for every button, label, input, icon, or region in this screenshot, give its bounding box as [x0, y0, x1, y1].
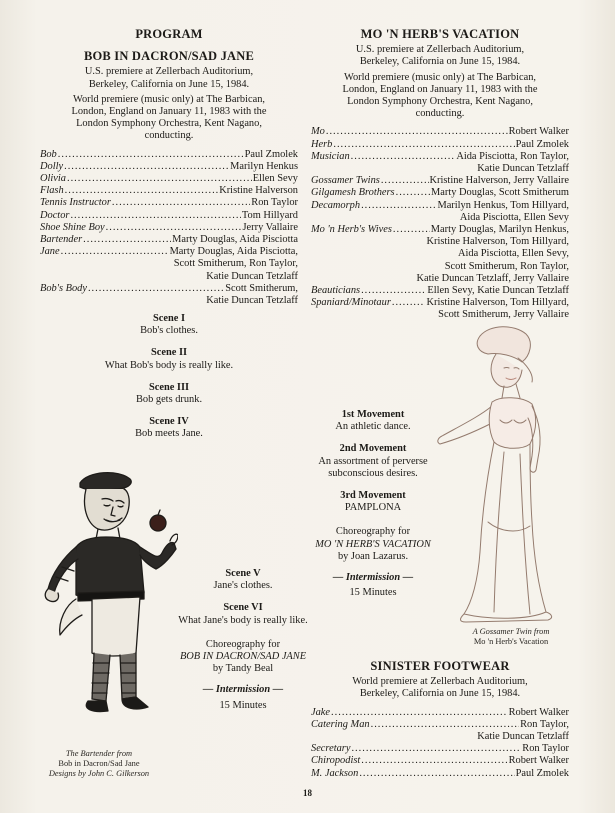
cast-row	[311, 719, 569, 743]
cast-actor: Marty Douglas, Aida Pisciotta	[172, 234, 298, 246]
cast-actor: Kristine Halverson	[219, 185, 298, 197]
leader-dots	[361, 285, 426, 297]
bob-world-premiere: World premiere (music only) at The Barbican, London, England on January 11, 1983 with the London Symphony Orchestra, Kent Nagano, conducting.	[71, 93, 267, 142]
cast-actor: Marty Douglas, Scott Smitherum	[431, 187, 569, 199]
cast-actor: Katie Duncan Tetzlaff	[206, 270, 298, 282]
cast-actor: Ellen Sevy	[252, 173, 298, 185]
leader-dots	[58, 149, 244, 161]
cast-role: Gilgamesh Brothers	[311, 187, 395, 199]
bartender-illustration	[36, 465, 178, 743]
cast-row	[40, 185, 298, 197]
cast-row	[40, 149, 298, 161]
cast-row	[311, 297, 569, 321]
scene-description: Bob's clothes.	[140, 325, 198, 337]
movement-description: PAMPLONA	[344, 502, 402, 514]
cast-actor: Marty Douglas, Marilyn Henkus,	[430, 224, 569, 236]
bob-intermission: — Intermission —	[202, 684, 284, 696]
leader-dots	[351, 743, 521, 755]
cast-actor: Katie Duncan Tetzlaff	[477, 163, 569, 175]
cast-actor: Aida Pisciotta, Ellen Sevy,	[457, 248, 569, 260]
scene-heading: Scene IV	[149, 416, 189, 428]
cast-role: Catering Man	[311, 718, 370, 730]
gossamer-twin-illustration	[430, 322, 582, 624]
cast-role: Jane	[40, 246, 60, 258]
leader-dots	[381, 175, 429, 187]
leader-dots	[70, 210, 240, 222]
leader-dots	[331, 707, 508, 719]
leader-dots	[64, 161, 229, 173]
cast-actor: Katie Duncan Tetzlaff	[206, 295, 298, 307]
cast-actor: Robert Walker	[508, 755, 569, 767]
bartender-caption-line3: Designs by John C. Gilkerson	[48, 769, 150, 778]
leader-dots	[393, 224, 430, 236]
cast-actor: Ron Taylor	[522, 743, 569, 755]
right-column	[311, 22, 569, 322]
cast-row	[311, 224, 569, 285]
scene-description: Jane's clothes.	[213, 580, 273, 592]
leader-dots	[106, 222, 242, 234]
cast-actor: Kristine Halverson, Jerry Vallaire	[429, 175, 569, 187]
scene-heading: Scene VI	[223, 602, 263, 614]
cast-actor: Aida Pisciotta, Ron Taylor,	[456, 150, 569, 162]
cast-actor: Paul Zmolek	[515, 767, 569, 779]
movement-description: An athletic dance.	[335, 421, 411, 433]
cast-role: Mo 'n Herb's Wives	[311, 224, 392, 236]
cast-role: Spaniard/Minotaur	[311, 297, 391, 309]
leader-dots	[333, 139, 514, 151]
bartender-caption-line1: The Bartender from	[65, 749, 133, 758]
bob-scenes-top	[40, 313, 298, 441]
cast-role: Olivia	[40, 173, 66, 185]
scene-heading: Scene II	[150, 347, 188, 359]
scene-description: What Bob's body is really like.	[104, 359, 234, 371]
cast-row	[40, 173, 298, 185]
leader-dots	[112, 197, 250, 209]
footwear-title: SINISTER FOOTWEAR	[370, 659, 510, 673]
scene-heading: Scene I	[152, 313, 186, 324]
scene-description: What Jane's body is really like.	[178, 614, 308, 626]
scene-heading: Scene III	[148, 381, 190, 393]
leader-dots	[351, 151, 456, 163]
cast-actor: Katie Duncan Tetzlaff	[477, 731, 569, 743]
cast-row	[311, 139, 569, 151]
cast-role: Tennis Instructor	[40, 197, 111, 209]
bartender-caption	[40, 749, 158, 779]
mo-herb-intermission-time: 15 Minutes	[349, 587, 397, 599]
cast-role: Dolly	[40, 160, 64, 172]
cast-actor: Marilyn Henkus, Tom Hillyard,	[437, 199, 569, 211]
cast-role: Chiropodist	[311, 755, 361, 767]
cast-row	[40, 161, 298, 173]
cast-row	[311, 743, 569, 755]
leader-dots	[361, 755, 507, 767]
cast-actor: Scott Smitherum, Ron Taylor,	[173, 258, 298, 270]
mo-herb-us-premiere: U.S. premiere at Zellerbach Auditorium, Berkeley, California on June 15, 1984.	[355, 44, 525, 68]
bob-choreo-title: BOB IN DACRON/SAD JANE	[179, 651, 307, 663]
leader-dots	[371, 719, 520, 731]
bob-choreo-by: by Tandy Beal	[212, 663, 274, 675]
scene-heading: Scene V	[225, 568, 261, 579]
leader-dots	[359, 768, 514, 780]
cast-role: Bartender	[40, 234, 83, 246]
cast-row	[311, 187, 569, 199]
cast-role: Shoe Shine Boy	[40, 221, 105, 233]
cast-row	[40, 210, 298, 222]
cast-role: Bob	[40, 148, 57, 160]
leader-dots	[61, 246, 169, 258]
cast-role: Doctor	[40, 209, 70, 221]
cast-row	[40, 283, 298, 307]
leader-dots	[326, 126, 508, 138]
leader-dots	[361, 200, 436, 212]
cast-actor: Jerry Vallaire	[242, 221, 298, 233]
cast-actor: Marilyn Henkus	[230, 160, 298, 172]
bob-title: BOB IN DACRON/SAD JANE	[83, 49, 255, 64]
cast-actor: Ellen Sevy, Katie Duncan Tetzlaff	[427, 285, 569, 297]
mo-herb-cast-list	[311, 126, 569, 321]
bob-cast-list	[40, 149, 298, 308]
cast-role: M. Jackson	[311, 767, 359, 779]
cast-actor: Ron Taylor,	[520, 718, 569, 730]
leader-dots	[83, 234, 171, 246]
leader-dots	[392, 297, 426, 309]
gossamer-caption	[448, 627, 574, 647]
mo-herb-intermission: — Intermission —	[332, 572, 414, 584]
footwear-cast-list	[311, 707, 569, 780]
cast-actor: Paul Zmolek	[515, 138, 569, 150]
cast-actor: Scott Smitherum, Ron Taylor,	[444, 260, 569, 272]
cast-actor: Scott Smitherum, Jerry Vallaire	[438, 309, 569, 321]
cast-role: Secretary	[311, 743, 351, 755]
cast-role: Gossamer Twins	[311, 175, 380, 187]
cast-role: Jake	[311, 706, 331, 718]
cast-actor: Scott Smitherum,	[225, 282, 298, 294]
cast-actor: Robert Walker	[508, 126, 569, 138]
leader-dots	[67, 173, 252, 185]
cast-actor: Robert Walker	[508, 706, 569, 718]
leader-dots	[65, 185, 219, 197]
cast-role: Herb	[311, 138, 333, 150]
movement-heading: 3rd Movement	[340, 490, 406, 502]
cast-row	[311, 126, 569, 138]
footwear-section	[311, 660, 569, 780]
page-number: 18	[303, 788, 312, 798]
cast-row	[40, 234, 298, 246]
program-heading: PROGRAM	[135, 27, 203, 41]
cast-actor: Kristine Halverson, Tom Hillyard,	[426, 297, 569, 309]
cast-row	[311, 200, 569, 224]
scene-description: Bob gets drunk.	[135, 394, 203, 406]
movement-heading: 1st Movement	[341, 409, 405, 420]
cast-row	[311, 768, 569, 780]
bartender-caption-line2: Bob in Dacron/Sad Jane	[58, 759, 140, 768]
cast-role: Musician	[311, 150, 350, 162]
cast-actor: Katie Duncan Tetzlaff, Jerry Vallaire	[416, 272, 569, 284]
cast-actor: Kristine Halverson, Tom Hillyard,	[426, 236, 569, 248]
cast-row	[311, 755, 569, 767]
cast-role: Flash	[40, 185, 64, 197]
gossamer-caption-line2: Mo 'n Herb's Vacation	[473, 637, 549, 646]
leader-dots	[396, 187, 430, 199]
movement-description: An assortment of perverse subconscious desires.	[318, 455, 428, 479]
cast-row	[311, 285, 569, 297]
leader-dots	[88, 283, 224, 295]
bob-intermission-time: 15 Minutes	[219, 699, 267, 711]
footwear-premiere: World premiere at Zellerbach Auditorium, Berkeley, California on June 15, 1984.	[352, 676, 528, 700]
cast-actor: Paul Zmolek	[244, 148, 298, 160]
movement-heading: 2nd Movement	[339, 443, 407, 455]
cast-role: Bob's Body	[40, 282, 87, 294]
mo-herb-world-premiere: World premiere (music only) at The Barbican, London, England on January 11, 1983 with the London Symphony Orchestra, Kent Nagano, conducting.	[342, 71, 538, 120]
mo-herb-choreo-by: by Joan Lazarus.	[337, 550, 409, 562]
mo-herb-choreo-title: MO 'N HERB'S VACATION	[315, 538, 431, 550]
cast-row	[40, 222, 298, 234]
cast-role: Mo	[311, 126, 325, 138]
cast-row	[311, 151, 569, 175]
scene-description: Bob meets Jane.	[135, 428, 203, 440]
mo-herb-title: MO 'N HERB'S VACATION	[360, 27, 520, 41]
cast-row	[40, 197, 298, 209]
cast-role: Beauticians	[311, 285, 361, 297]
bob-us-premiere: U.S. premiere at Zellerbach Auditorium, Berkeley, California on June 15, 1984.	[84, 66, 254, 90]
mo-herb-movements	[300, 409, 446, 599]
mo-herb-choreo-label: Choreography for	[335, 526, 411, 538]
cast-row	[40, 246, 298, 283]
bob-choreo-label: Choreography for	[205, 638, 281, 650]
cast-row	[311, 707, 569, 719]
cast-row	[311, 175, 569, 187]
left-column	[40, 22, 298, 307]
cast-actor: Aida Pisciotta, Ellen Sevy	[459, 211, 569, 223]
cast-actor: Tom Hillyard	[241, 209, 298, 221]
cast-actor: Ron Taylor	[251, 197, 298, 209]
cast-role: Decamorph	[311, 199, 361, 211]
cast-actor: Marty Douglas, Aida Pisciotta,	[169, 246, 298, 258]
gossamer-caption-line1: A Gossamer Twin from	[472, 627, 550, 636]
